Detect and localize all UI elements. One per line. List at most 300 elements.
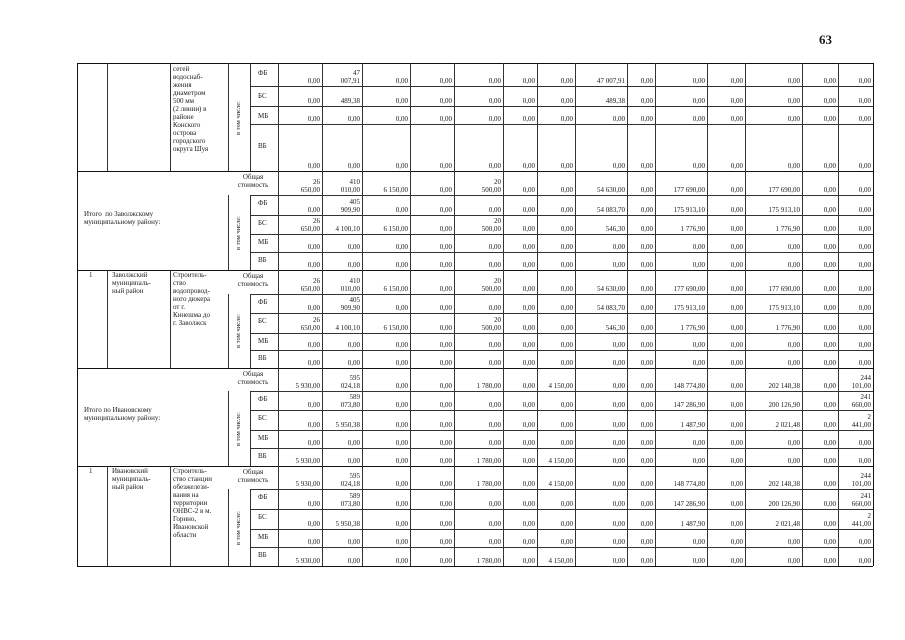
table-cell-value: 0,00 [730,500,743,508]
table-cell-value: 0,00 [522,97,535,105]
table-cell-value: 0,00 [640,97,653,105]
table-cell-value: 0,00 [395,480,408,488]
table-cell-value: 0,00 [522,439,535,447]
table-cell-value: 244 101,00 [851,374,871,390]
table-cell-value: 0,00 [612,359,625,367]
table-cell-value: 0,00 [439,480,452,488]
table-cell-value: 0,00 [395,162,408,170]
table-cell-value: 0,00 [560,439,573,447]
table-cell-value: 0,00 [560,285,573,293]
table-cell-value: 0,00 [439,382,452,390]
table-cell-value: 0,00 [522,186,535,194]
table-cell-value: 0,00 [692,77,705,85]
table-cell-value: 0,00 [522,77,535,85]
column-divider [107,63,108,171]
table-cell-value: 0,00 [522,243,535,251]
table-cell-value: 0,00 [395,557,408,565]
in-total-vertical-label: в том числе: [235,510,242,545]
table-cell-value: 0,00 [488,359,501,367]
fund-type-label: ФБ [258,69,268,77]
table-cell-value: 147 286,90 [673,500,705,508]
table-cell-value: 0,00 [347,162,360,170]
table-cell-value: 6 150,00 [383,186,408,194]
table-cell-value: 0,00 [823,520,836,528]
table-cell-value: 0,00 [823,457,836,465]
table-cell-value: 148 774,80 [673,480,705,488]
table-cell-value: 0,00 [307,243,320,251]
table-cell-value: 54 083,70 [597,206,625,214]
table-cell-value: 5 930,00 [295,557,320,565]
table-cell-value: 4 100,10 [335,225,360,233]
table-cell-value: 0,00 [522,115,535,123]
table-cell-value: 0,00 [823,359,836,367]
table-cell-value: 5 930,00 [295,457,320,465]
table-cell-value: 4 100,10 [335,324,360,332]
table-cell-value: 1 780,00 [476,457,501,465]
column-divider [250,63,251,171]
table-cell-value: 0,00 [395,439,408,447]
table-cell-value: 0,00 [640,359,653,367]
table-cell-value: 5 950,38 [335,421,360,429]
table-cell-value: 0,00 [787,457,800,465]
table-cell-value: 0,00 [439,401,452,409]
table-cell-value: 4 150,00 [548,480,573,488]
in-total-vertical-label: в том числе: [235,215,242,250]
table-cell-value: 0,00 [439,225,452,233]
table-cell-value: 0,00 [858,324,871,332]
table-cell-value: 0,00 [488,421,501,429]
table-cell-value: 54 083,70 [597,304,625,312]
table-cell-value: 0,00 [522,341,535,349]
project-description: Строитель- ство водопровод- ного дюкера от г. Кинешма до г. Заволжск [173,271,210,327]
table-cell-value: 0,00 [858,457,871,465]
table-cell-value: 0,00 [522,285,535,293]
table-cell-value: 0,00 [488,500,501,508]
table-cell-value: 0,00 [488,439,501,447]
table-cell-value: 0,00 [395,520,408,528]
table-cell-value: 0,00 [522,324,535,332]
table-cell-value: 0,00 [522,261,535,269]
table-cell-value: 0,00 [307,261,320,269]
column-divider [745,63,746,566]
table-cell-value: 0,00 [730,285,743,293]
column-divider [278,63,279,566]
table-cell-value: 0,00 [560,500,573,508]
table-cell-value: 54 630,00 [597,285,625,293]
table-cell-value: 0,00 [439,557,452,565]
table-cell-value: 0,00 [823,225,836,233]
table-cell-value: 0,00 [307,115,320,123]
table-cell-value: 0,00 [488,243,501,251]
table-cell-value: 0,00 [488,77,501,85]
column-divider [707,63,708,566]
table-cell-value: 244 101,00 [851,472,871,488]
table-cell-value: 0,00 [347,439,360,447]
column-divider [228,63,229,171]
table-cell-value: 0,00 [522,557,535,565]
row-divider [250,215,873,216]
table-cell-value: 0,00 [692,243,705,251]
table-cell-value: 0,00 [612,162,625,170]
table-cell-value: 0,00 [858,186,871,194]
table-cell-value: 177 690,00 [673,186,705,194]
total-cost-label: Общая стоимость [237,468,269,484]
fund-type-label: БС [258,92,267,100]
table-cell-value: 0,00 [787,162,800,170]
total-cost-label: Общая стоимость [237,370,269,386]
table-cell-value: 20 500,00 [481,277,501,293]
table-cell-value: 0,00 [692,439,705,447]
table-cell-value: 5 950,38 [335,520,360,528]
table-cell-value: 589 073,80 [340,492,360,508]
fund-type-label: БС [258,513,267,521]
table-cell-value: 0,00 [858,557,871,565]
table-cell-value: 0,00 [488,341,501,349]
table-cell-value: 0,00 [439,186,452,194]
table-cell-value: 0,00 [858,162,871,170]
table-cell-value: 175 913,10 [768,304,800,312]
row-number: 1 [89,467,93,475]
table-cell-value: 4 150,00 [548,457,573,465]
table-cell-value: 0,00 [858,341,871,349]
table-cell-value: 0,00 [730,382,743,390]
table-cell-value: 0,00 [823,557,836,565]
fund-type-label: МБ [258,337,269,345]
table-cell-value: 0,00 [522,162,535,170]
table-cell-value: 0,00 [439,359,452,367]
row-divider [250,430,873,431]
table-cell-value: 0,00 [522,225,535,233]
column-divider [107,466,108,566]
table-cell-value: 0,00 [488,401,501,409]
table-cell-value: 0,00 [612,401,625,409]
table-cell-value: 0,00 [730,520,743,528]
table-cell-value: 0,00 [395,115,408,123]
total-cost-label: Общая стоимость [237,272,269,288]
table-cell-value: 0,00 [307,500,320,508]
table-cell-value: 0,00 [439,206,452,214]
row-divider [250,391,873,392]
table-cell-value: 0,00 [730,225,743,233]
in-total-vertical-label: в том числе: [235,411,242,446]
table-cell-value: 0,00 [307,77,320,85]
fund-type-label: ВБ [258,551,267,559]
column-divider [410,63,411,566]
row-divider [250,124,873,125]
fund-type-label: МБ [258,434,269,442]
table-cell-value: 147 286,90 [673,401,705,409]
table-cell-value: 177 690,00 [768,285,800,293]
table-cell-value: 0,00 [612,261,625,269]
table-cell-value: 1 780,00 [476,382,501,390]
table-cell-value: 0,00 [395,457,408,465]
table-cell-value: 0,00 [823,324,836,332]
table-cell-value: 0,00 [640,261,653,269]
table-cell-value: 0,00 [640,557,653,565]
table-cell-value: 0,00 [612,341,625,349]
column-divider [802,63,803,566]
row-divider [250,313,873,314]
table-cell-value: 0,00 [439,421,452,429]
table-cell-value: 5 930,00 [295,382,320,390]
in-total-vertical-label: в том числе: [235,101,242,135]
column-divider [228,489,229,566]
table-cell-value: 175 913,10 [673,304,705,312]
block-top-border [77,171,873,172]
table-cell-value: 0,00 [347,538,360,546]
column-divider [250,195,251,270]
table-cell-value: 0,00 [522,401,535,409]
table-cell-value: 0,00 [522,457,535,465]
district-name: Заволжский муниципаль- ный район [112,271,151,295]
table-cell-value: 241 660,00 [851,393,871,409]
table-cell-value: 0,00 [347,243,360,251]
project-description: сетей водоснаб- жения диаметром 500 мм (2 линии) в районе Конского острова городского округа Шуя [173,65,209,153]
table-cell-value: 6 150,00 [383,324,408,332]
table-cell-value: 0,00 [823,261,836,269]
table-cell-value: 0,00 [307,359,320,367]
table-cell-value: 26 650,00 [300,178,320,194]
table-cell-value: 0,00 [612,439,625,447]
table-cell-value: 0,00 [640,520,653,528]
table-cell-value: 0,00 [560,359,573,367]
table-cell-value: 410 010,00 [340,178,360,194]
table-cell-value: 0,00 [730,304,743,312]
column-divider [503,63,504,566]
table-cell-value: 546,30 [605,324,625,332]
table-cell-value: 0,00 [560,304,573,312]
table-cell-value: 0,00 [522,382,535,390]
row-divider [250,106,873,107]
column-divider [362,63,363,566]
table-cell-value: 0,00 [730,186,743,194]
table-cell-value: 2 441,00 [851,512,871,528]
table-cell-value: 0,00 [692,341,705,349]
table-cell-value: 0,00 [787,77,800,85]
table-cell-value: 177 690,00 [768,186,800,194]
table-cell-value: 0,00 [395,401,408,409]
table-cell-value: 0,00 [823,162,836,170]
table-cell-value: 1 780,00 [476,480,501,488]
row-divider [250,234,873,235]
row-divider [250,448,873,449]
table-cell-value: 0,00 [823,382,836,390]
table-cell-value: 241 660,00 [851,492,871,508]
table-cell-value: 0,00 [730,359,743,367]
table-cell-value: 0,00 [640,285,653,293]
table-cell-value: 0,00 [522,304,535,312]
table-cell-value: 0,00 [439,439,452,447]
column-divider [228,294,229,368]
table-cell-value: 0,00 [488,115,501,123]
table-cell-value: 0,00 [858,77,871,85]
table-cell-value: 0,00 [439,304,452,312]
table-cell-value: 0,00 [640,439,653,447]
table-cell-value: 0,00 [522,520,535,528]
table-cell-value: 1 487,90 [680,520,705,528]
table-cell-value: 26 650,00 [300,277,320,293]
table-cell-value: 0,00 [488,97,501,105]
table-cell-value: 0,00 [640,480,653,488]
table-cell-value: 0,00 [612,243,625,251]
column-divider [250,391,251,466]
row-divider [250,333,873,334]
table-cell-value: 0,00 [560,206,573,214]
row-divider [250,294,873,295]
table-cell-value: 0,00 [439,243,452,251]
table-cell-value: 0,00 [439,261,452,269]
table-cell-value: 0,00 [730,439,743,447]
table-cell-value: 0,00 [612,421,625,429]
table-cell-value: 175 913,10 [768,206,800,214]
table-cell-value: 0,00 [823,115,836,123]
fund-type-label: МБ [258,238,269,246]
column-divider [322,63,323,566]
row-divider [250,350,873,351]
table-cell-value: 0,00 [640,115,653,123]
table-cell-value: 0,00 [560,520,573,528]
table-cell-value: 0,00 [439,324,452,332]
table-cell-value: 0,00 [347,359,360,367]
table-cell-value: 0,00 [640,225,653,233]
row-divider [250,86,873,87]
row-divider [250,547,873,548]
table-cell-value: 0,00 [522,500,535,508]
table-cell-value: 26 650,00 [300,217,320,233]
table-cell-value: 0,00 [560,225,573,233]
table-cell-value: 0,00 [640,500,653,508]
table-cell-value: 0,00 [692,359,705,367]
row-divider [250,252,873,253]
table-cell-value: 0,00 [823,206,836,214]
table-cell-value: 0,00 [823,304,836,312]
table-cell-value: 0,00 [560,186,573,194]
table-cell-value: 0,00 [560,115,573,123]
table-cell-value: 0,00 [395,304,408,312]
table-cell-value: 200 126,90 [768,401,800,409]
table-cell-value: 0,00 [640,421,653,429]
table-cell-value: 0,00 [395,97,408,105]
table-cell-value: 0,00 [307,341,320,349]
table-cell-value: 0,00 [347,261,360,269]
table-cell-value: 0,00 [522,538,535,546]
table-cell-value: 0,00 [488,261,501,269]
table-cell-value: 148 774,80 [673,382,705,390]
table-cell-value: 0,00 [823,186,836,194]
table-cell-value: 0,00 [395,500,408,508]
table-cell-value: 0,00 [858,243,871,251]
column-divider [575,63,576,566]
table-cell-value: 0,00 [823,538,836,546]
row-divider [250,529,873,530]
fund-type-label: МБ [258,533,269,541]
fund-type-label: ФБ [258,199,268,207]
table-cell-value: 0,00 [347,557,360,565]
table-cell-value: 0,00 [439,520,452,528]
table-cell-value: 0,00 [560,77,573,85]
table-cell-value: 0,00 [858,97,871,105]
table-cell-value: 0,00 [560,538,573,546]
table-cell-value: 0,00 [488,520,501,528]
table-cell-value: 0,00 [395,261,408,269]
in-total-vertical-label: в том числе: [235,314,242,348]
table-cell-value: 489,38 [340,97,360,105]
table-cell-value: 0,00 [307,401,320,409]
table-cell-value: 0,00 [730,115,743,123]
table-cell-value: 0,00 [560,261,573,269]
table-cell-value: 175 913,10 [673,206,705,214]
table-cell-value: 0,00 [823,439,836,447]
table-cell-value: 0,00 [640,324,653,332]
table-cell-value: 20 500,00 [481,178,501,194]
table-cell-value: 589 073,80 [340,393,360,409]
table-cell-value: 0,00 [560,97,573,105]
table-cell-value: 0,00 [395,243,408,251]
table-cell-value: 0,00 [560,421,573,429]
table-cell-value: 0,00 [612,557,625,565]
table-cell-value: 202 148,38 [768,480,800,488]
table-cell-value: 0,00 [640,304,653,312]
table-cell-value: 0,00 [692,97,705,105]
table-cell-value: 595 024,18 [340,374,360,390]
column-divider [228,391,229,466]
row-divider [250,195,873,196]
table-cell-value: 0,00 [640,382,653,390]
table-cell-value: 0,00 [787,261,800,269]
column-divider [655,63,656,566]
table-cell-value: 0,00 [439,97,452,105]
table-cell-value: 0,00 [560,243,573,251]
table-cell-value: 0,00 [612,538,625,546]
table-cell-value: 1 487,90 [680,421,705,429]
table-cell-value: 1 776,90 [680,225,705,233]
fund-type-label: ВБ [258,142,267,150]
table-cell-value: 0,00 [787,439,800,447]
table-cell-value: 0,00 [488,206,501,214]
table-cell-value: 0,00 [787,97,800,105]
table-cell-value: 0,00 [823,341,836,349]
table-cell-value: 0,00 [488,162,501,170]
table-cell-value: 0,00 [787,341,800,349]
table-cell-value: 0,00 [395,421,408,429]
table-cell-value: 489,38 [605,97,625,105]
block-top-border [77,368,873,369]
table-cell-value: 0,00 [395,341,408,349]
table-cell-value: 0,00 [347,341,360,349]
table-cell-value: 0,00 [439,500,452,508]
table-cell-value: 202 148,38 [768,382,800,390]
table-cell-value: 0,00 [858,225,871,233]
table-cell-value: 0,00 [692,162,705,170]
table-cell-value: 0,00 [858,439,871,447]
table-cell-value: 0,00 [692,538,705,546]
table-cell-value: 405 909,90 [340,296,360,312]
table-cell-value: 0,00 [730,341,743,349]
table-cell-value: 0,00 [692,115,705,123]
table-cell-value: 0,00 [612,382,625,390]
column-divider [537,63,538,566]
table-cell-value: 0,00 [640,457,653,465]
table-cell-value: 177 690,00 [673,285,705,293]
table-cell-value: 0,00 [823,401,836,409]
column-divider [228,195,229,270]
column-divider [170,466,171,566]
table-cell-value: 0,00 [522,421,535,429]
table-cell-value: 47 007,91 [340,69,360,85]
table-cell-value: 0,00 [640,538,653,546]
table-cell-value: 0,00 [307,439,320,447]
table-cell-value: 0,00 [560,341,573,349]
